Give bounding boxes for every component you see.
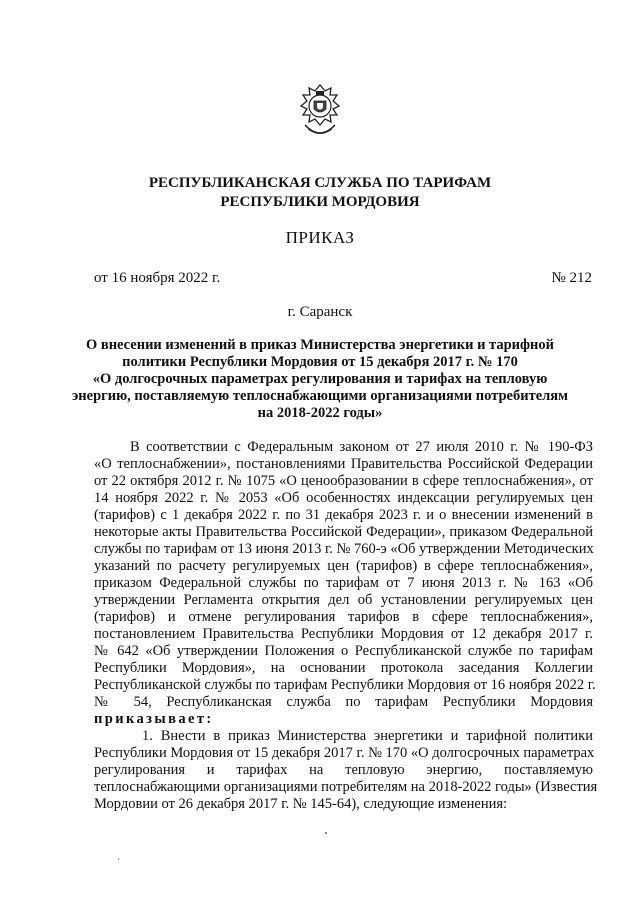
scan-speck (325, 832, 327, 834)
body-line: (тарифов) с 1 декабря 2022 г. по 31 декабря 2023 г. и о внесении изменений в (94, 507, 593, 523)
body-line: «О теплоснабжении», постановлениями Правительства Российской Федерации (94, 456, 593, 472)
document-date: от 16 ноября 2022 г. (94, 270, 221, 286)
body-line: (тарифов) и отмене регулирования тарифов в сфере теплоснабжения», (94, 609, 593, 625)
body-line: указаний по расчету регулируемых цен (тарифов) в сфере теплоснабжения», (94, 558, 593, 574)
title-line: на 2018-2022 годы» (257, 405, 383, 421)
document-type: ПРИКАЗ (285, 228, 355, 247)
scan-speck (118, 858, 119, 860)
body-line: В соответствии с Федеральным законом от 27 июля 2010 г. № 190-ФЗ (130, 439, 593, 455)
title-line: энергию, поставляемую теплоснабжающими организациями потребителям (72, 388, 568, 404)
item-line: 1. Внести в приказ Министерства энергетики и тарифной политики (142, 728, 593, 744)
item-line: регулирования и тарифах на тепловую энергию, поставляемую (94, 762, 593, 778)
body-line: приказом Федеральной службы по тарифам от 7 июня 2013 г. № 163 «Об (94, 575, 593, 591)
body-line: некоторые акты Правительства Российской Федерации», приказом Федеральной (94, 524, 593, 540)
body-line: 14 ноября 2022 г. № 2053 «Об особенностях индексации регулируемых цен (94, 490, 593, 506)
organization-name-line1: РЕСПУБЛИКАНСКАЯ СЛУЖБА ПО ТАРИФАМ (148, 175, 492, 191)
item-line: теплоснабжающими организациями потребителям на 2018-2022 годы» (Известия (94, 779, 598, 795)
title-line: О внесении изменений в приказ Министерства энергетики и тарифной (85, 337, 555, 353)
organization-name-line2: РЕСПУБЛИКИ МОРДОВИЯ (220, 194, 420, 210)
body-line: от 22 октября 2012 г. № 1075 «О ценообразовании в сфере теплоснабжения», от (94, 473, 593, 489)
title-line: «О долгосрочных параметрах регулирования и тарифах на тепловую (92, 371, 548, 387)
coat-of-arms-emblem (297, 83, 343, 139)
document-number: № 212 (551, 270, 592, 286)
body-line: № 54, Республиканская служба по тарифам Республики Мордовия (94, 694, 593, 710)
title-line: политики Республики Мордовия от 15 декабря 2017 г. № 170 (122, 354, 518, 370)
body-line: Республики Мордовия», на основании протокола заседания Коллегии (94, 660, 593, 676)
body-line: службы по тарифам от 13 июня 2013 г. № 760-э «Об утверждении Методических (94, 541, 594, 557)
body-line: утверждении Регламента открытия дел об установлении регулируемых цен (94, 592, 593, 608)
body-line: Республиканской службы по тарифам Республики Мордовия от 16 ноября 2022 г. (94, 677, 596, 693)
decree-word-text: приказывает: (94, 711, 214, 727)
item-line: Республики Мордовия от 15 декабря 2017 г. № 170 «О долгосрочных параметрах (94, 745, 595, 761)
decree-word (94, 711, 593, 728)
item-line: Мордовии от 26 декабря 2017 г. № 145-64), следующие изменения: (94, 796, 508, 812)
document-city: г. Саранск (287, 304, 353, 320)
body-line: постановлением Правительства Республики Мордовия от 12 декабря 2017 г. (94, 626, 593, 642)
body-line: № 642 «Об утверждении Положения о Республиканской службе по тарифам (94, 643, 593, 659)
